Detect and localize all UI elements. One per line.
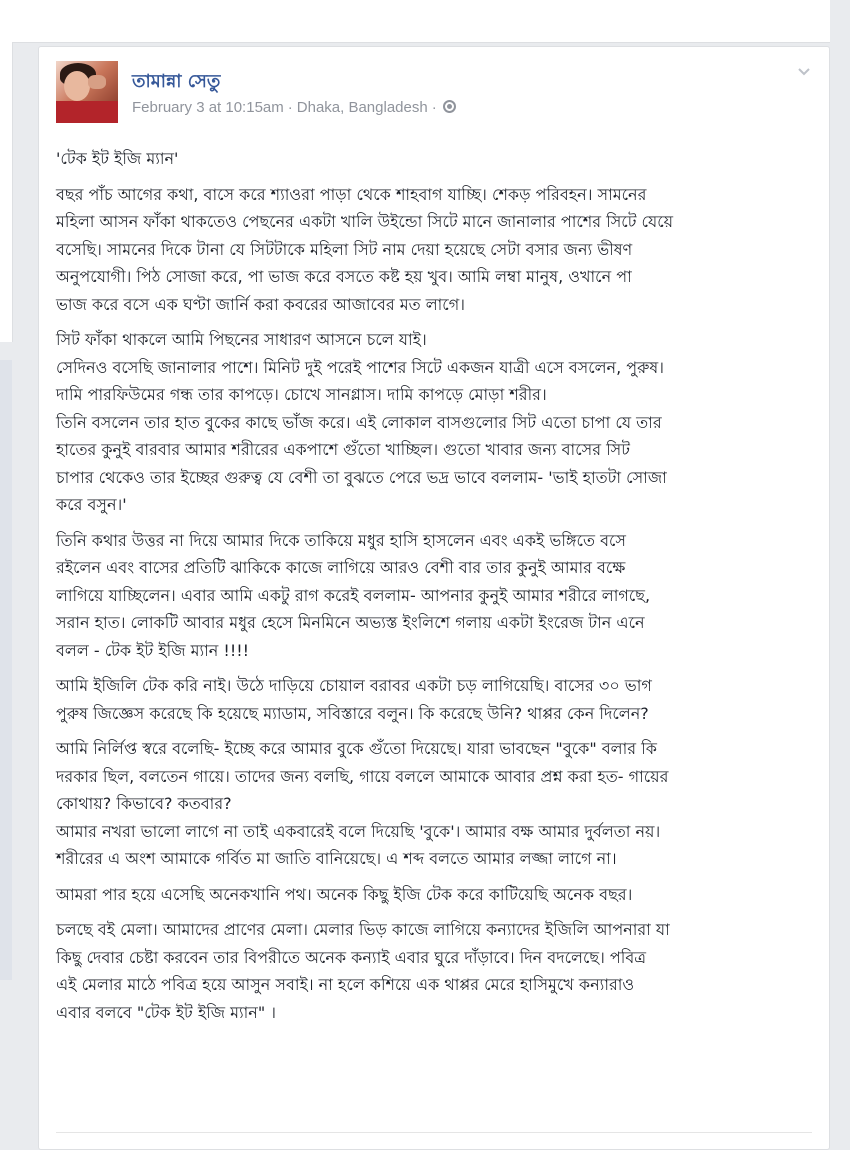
post-paragraph: [56, 181, 816, 319]
post-text-line: সেদিনও বসেছি জানালার পাশে। মিনিট দুই পরেই পাশের সিটে একজন যাত্রী এসে বসলেন, পুরুষ।: [56, 357, 664, 377]
post-footer-divider: [56, 1132, 812, 1133]
post-text-line: মহিলা আসন ফাঁকা থাকতেও পেছনের একটা খালি উইন্ডো সিটে মানে জানালার পাশের সিটে যেয়ে: [56, 212, 674, 231]
meta-separator: ·: [287, 99, 293, 116]
post-text-line: আমরা পার হয়ে এসেছি অনেকখানি পথ। অনেক কিছু ইজি টেক করে কাটিয়েছি অনেক বছর।: [56, 884, 633, 904]
top-bar: [0, 0, 830, 43]
post-text-line: দরকার ছিল, বলতেন গায়ে। তাদের জন্য বলছি, গায়ে বললে আমাকে আবার প্রশ্ন করা হত- গায়ের: [56, 766, 669, 786]
post-paragraph: [56, 881, 816, 909]
post-text-line: রইলেন এবং বাসের প্রতিটি ঝাকিকে কাজে লাগিয়ে আরও বেশী বার তার কুনুই আমার বক্ষে: [56, 558, 626, 577]
meta-separator-2: ·: [431, 99, 437, 116]
post-paragraph: [56, 527, 816, 665]
avatar[interactable]: [56, 61, 118, 123]
post-paragraph: [56, 735, 816, 873]
post-text-line: তিনি কথার উত্তর না দিয়ে আমার দিকে তাকিয়ে মধুর হাসি হাসলেন এবং একই ভঙ্গিতে বসে: [56, 530, 626, 550]
post-text-line: লাগিয়ে যাচ্ছিলেন। এবার আমি একটু রাগ করেই বললাম- আপনার কুনুই আমার শরীরে লাগছে,: [56, 585, 651, 605]
author-name[interactable]: তামান্না সেতু: [132, 71, 221, 92]
post-text-line: তিনি বসলেন তার হাত বুকের কাছে ভাঁজ করে। এই লোকাল বাসগুলোর সিট এতো চাপা যে তার: [56, 412, 662, 432]
post-header: [56, 61, 796, 123]
post-paragraph: [56, 326, 816, 519]
post-text-line: আমি নির্লিপ্ত স্বরে বলেছি- ইচ্ছে করে আমার বুকে গুঁতো দিয়েছে। যারা ভাবছেন "বুকে" বলার কি: [56, 739, 657, 758]
post-text-line: দামি পারফিউমের গন্ধ তার কাপড়ে। চোখে সানগ্লাস। দামি কাপড়ে মোড়া শরীর।: [56, 385, 547, 404]
post-text-line: অনুপযোগী। পিঠ সোজা করে, পা ভাজ করে বসতে কষ্ট হয় খুব। আমি লম্বা মানুষ, ওখানে পা: [56, 267, 632, 286]
post-text-line: করে বসুন।': [56, 495, 127, 514]
post-card: [38, 46, 830, 1150]
post-text-line: চাপার থেকেও তার ইচ্ছের গুরুত্ব যে বেশী তা বুঝতে পেরে ভদ্র ভাবে বললাম- 'ভাই হাতটা সোজা: [56, 467, 667, 487]
left-sidebar-edge: [0, 42, 13, 342]
post-text-line: কোথায়? কিভাবে? কতবার?: [56, 794, 232, 813]
left-column-edge: [0, 360, 12, 980]
post-text-line: আমি ইজিলি টেক করি নাই। উঠে দাড়িয়ে চোয়াল বরাবর একটা চড় লাগিয়েছি। বাসের ৩০ ভাগ: [56, 676, 652, 695]
post-title: 'টেক ইট ইজি ম্যান': [56, 149, 179, 168]
post-text-line: আমার নখরা ভালো লাগে না তাই একবারেই বলে দিয়েছি 'বুকে'। আমার বক্ষ আমার দুর্বলতা নয়।: [56, 821, 661, 841]
post-body: [56, 145, 816, 1034]
post-text-line: বসেছি। সামনের দিকে টানা যে সিটটাকে মহিলা সিট নাম দেয়া হয়েছে সেটা বসার জন্য ভীষণ: [56, 239, 633, 259]
post-text-line: এই মেলার মাঠে পবিত্র হয়ে আসুন সবাই। না হলে কশিয়ে এক থাপ্পর মেরে হাসিমুখে কন্যারাও: [56, 975, 635, 994]
post-text-line: কিছু দেবার চেষ্টা করবেন তার বিপরীতে অনেক কন্যাই এবার ঘুরে দাঁড়াবে। দিন বদলেছে। পবিত্র: [56, 947, 646, 967]
post-date[interactable]: February 3 at 10:15am: [132, 99, 284, 116]
post-text-line: শরীরের এ অংশ আমাকে গর্বিত মা জাতি বানিয়েছে। এ শব্দ বলতে আমার লজ্জা লাগে না।: [56, 849, 617, 868]
post-paragraphs: [56, 181, 816, 1027]
post-text-line: বছর পাঁচ আগের কথা, বাসে করে শ্যাওরা পাড়া থেকে শাহবাগ যাচ্ছি। শেকড় পরিবহন। সামনের: [56, 184, 647, 204]
chevron-down-icon[interactable]: [797, 65, 811, 79]
right-gutter: [830, 0, 850, 1150]
post-text-line: হাতের কুনুই বারবার আমার শরীরের একপাশে গুঁতো খাচ্ছিল। গুতো খাবার জন্য বাসের সিট: [56, 440, 630, 459]
post-paragraph: [56, 672, 816, 727]
post-text-line: সিট ফাঁকা থাকলে আমি পিছনের সাধারণ আসনে চলে যাই।: [56, 330, 427, 349]
post-text-line: এবার বলবে "টেক ইট ইজি ম্যান" ।: [56, 1002, 277, 1022]
post-text-line: চলছে বই মেলা। আমাদের প্রাণের মেলা। মেলার ভিড় কাজে লাগিয়ে কন্যাদের ইজিলি আপনারা যা: [56, 920, 670, 939]
post-meta: [132, 99, 456, 116]
post-location[interactable]: Dhaka, Bangladesh: [296, 99, 428, 116]
globe-icon[interactable]: [443, 100, 456, 113]
post-text-line: ভাজ করে বসে এক ঘণ্টা জার্নি করা কবরের আজাবের মত লাগে।: [56, 294, 465, 314]
post-text-line: বলল - টেক ইট ইজি ম্যান !!!!: [56, 640, 250, 660]
post-text-line: সরান হাত। লোকটি আবার মধুর হেসে মিনমিনে অভ্যস্ত ইংলিশে গলায় একটা ইংরেজ টান এনে: [56, 613, 645, 632]
post-paragraph: [56, 916, 816, 1026]
post-text-line: পুরুষ জিজ্ঞেস করেছে কি হয়েছে ম্যাডাম, সবিস্তারে বলুন। কি করেছে উনি? থাপ্পর কেন দিলেন?: [56, 703, 649, 723]
